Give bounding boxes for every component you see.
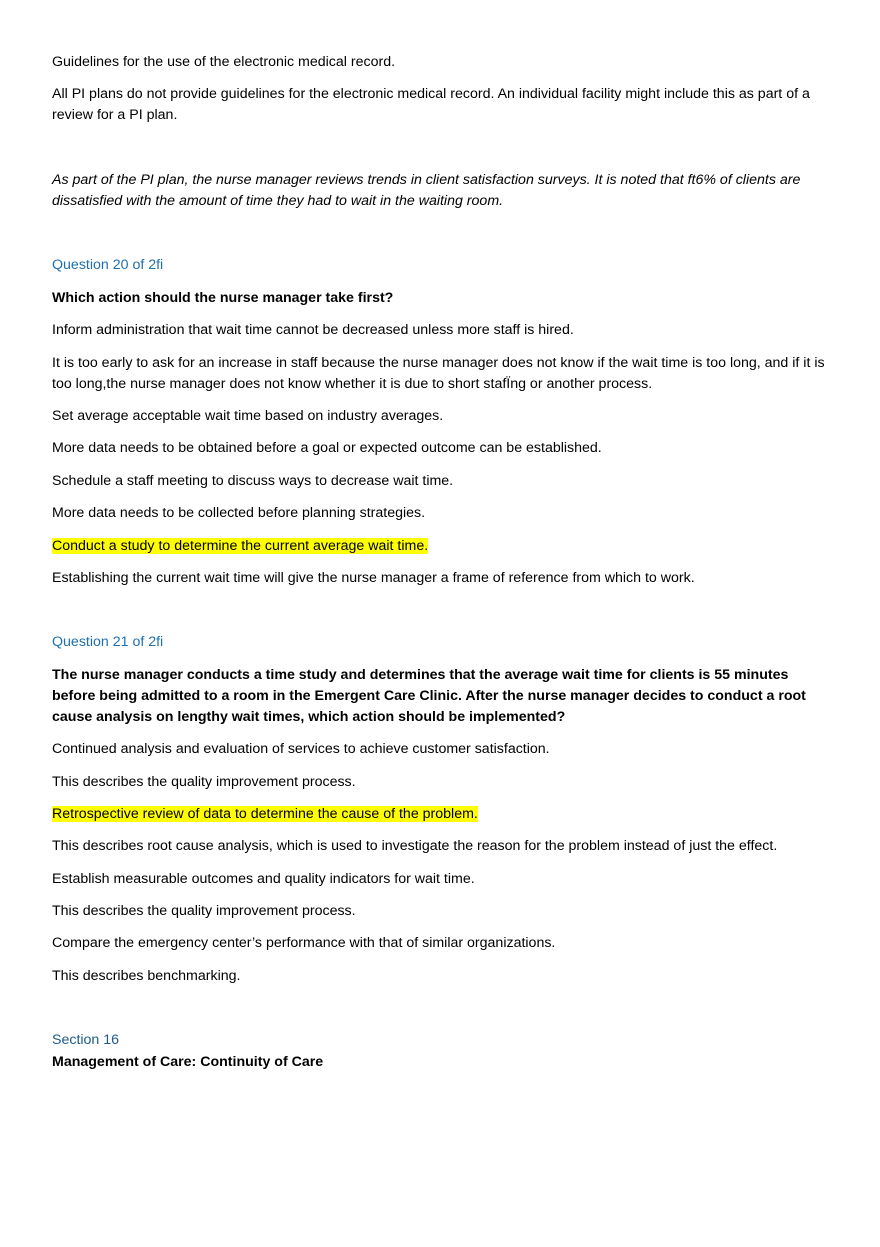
rationale-text: More data needs to be collected before planning strategies. [52, 505, 426, 521]
rationale-text: This describes benchmarking. [52, 968, 241, 984]
scenario-text: As part of the PI plan, the nurse manager reviews trends in client satisfaction surveys. It is noted that ft6% of clients are dissatisfied with the amount of time they had to wait in the waiting room. [52, 172, 801, 209]
question-label: Question 21 of 2fi [52, 634, 164, 650]
rationale-text: This describes root cause analysis, which is used to investigate the reason for the problem instead of just the effect. [52, 838, 778, 854]
answer-option: Compare the emergency center’s performance with that of similar organizations. [52, 935, 556, 951]
correct-answer-row [52, 536, 428, 557]
section-title: Management of Care: Continuity of Care [52, 1054, 324, 1070]
answer-option: Set average acceptable wait time based on industry averages. [52, 408, 444, 424]
rationale-text: This describes the quality improvement process. [52, 774, 356, 790]
answer-option: Establish measurable outcomes and quality indicators for wait time. [52, 871, 475, 887]
correct-answer-row [52, 804, 478, 825]
rationale-text: More data needs to be obtained before a goal or expected outcome can be established. [52, 440, 602, 456]
correct-answer-highlight: Conduct a study to determine the current average wait time. [52, 538, 429, 554]
question-label: Question 20 of 2fi [52, 257, 164, 273]
answer-option: Inform administration that wait time cannot be decreased unless more staff is hired. [52, 322, 574, 338]
section-label: Section 16 [52, 1032, 120, 1048]
answer-option: Guidelines for the use of the electronic medical record. [52, 54, 396, 70]
rationale-text: All PI plans do not provide guidelines for the electronic medical record. An individual facility might include this as part of a review for a PI plan. [52, 86, 810, 123]
answer-option: Schedule a staff meeting to discuss ways to decrease wait time. [52, 473, 454, 489]
question-stem: Which action should the nurse manager take first? [52, 290, 394, 306]
correct-answer-highlight: Retrospective review of data to determine the cause of the problem. [52, 806, 478, 822]
answer-option: Continued analysis and evaluation of services to achieve customer satisfaction. [52, 741, 550, 757]
rationale-text: Establishing the current wait time will give the nurse manager a frame of reference from which to work. [52, 570, 695, 586]
question-stem: The nurse manager conducts a time study and determines that the average wait time for clients is 55 minutes before being admitted to a room in the Emergent Care Clinic. After the nurse manager decides to conduct a root cause analysis on lengthy wait times, which action should be implemented? [52, 667, 806, 725]
rationale-text: This describes the quality improvement process. [52, 903, 356, 919]
rationale-text: It is too early to ask for an increase in staff because the nurse manager does not know if the wait time is too long, and if it is too long,the nurse manager does not know whether it is due to short stafÏng or another process. [52, 355, 825, 392]
